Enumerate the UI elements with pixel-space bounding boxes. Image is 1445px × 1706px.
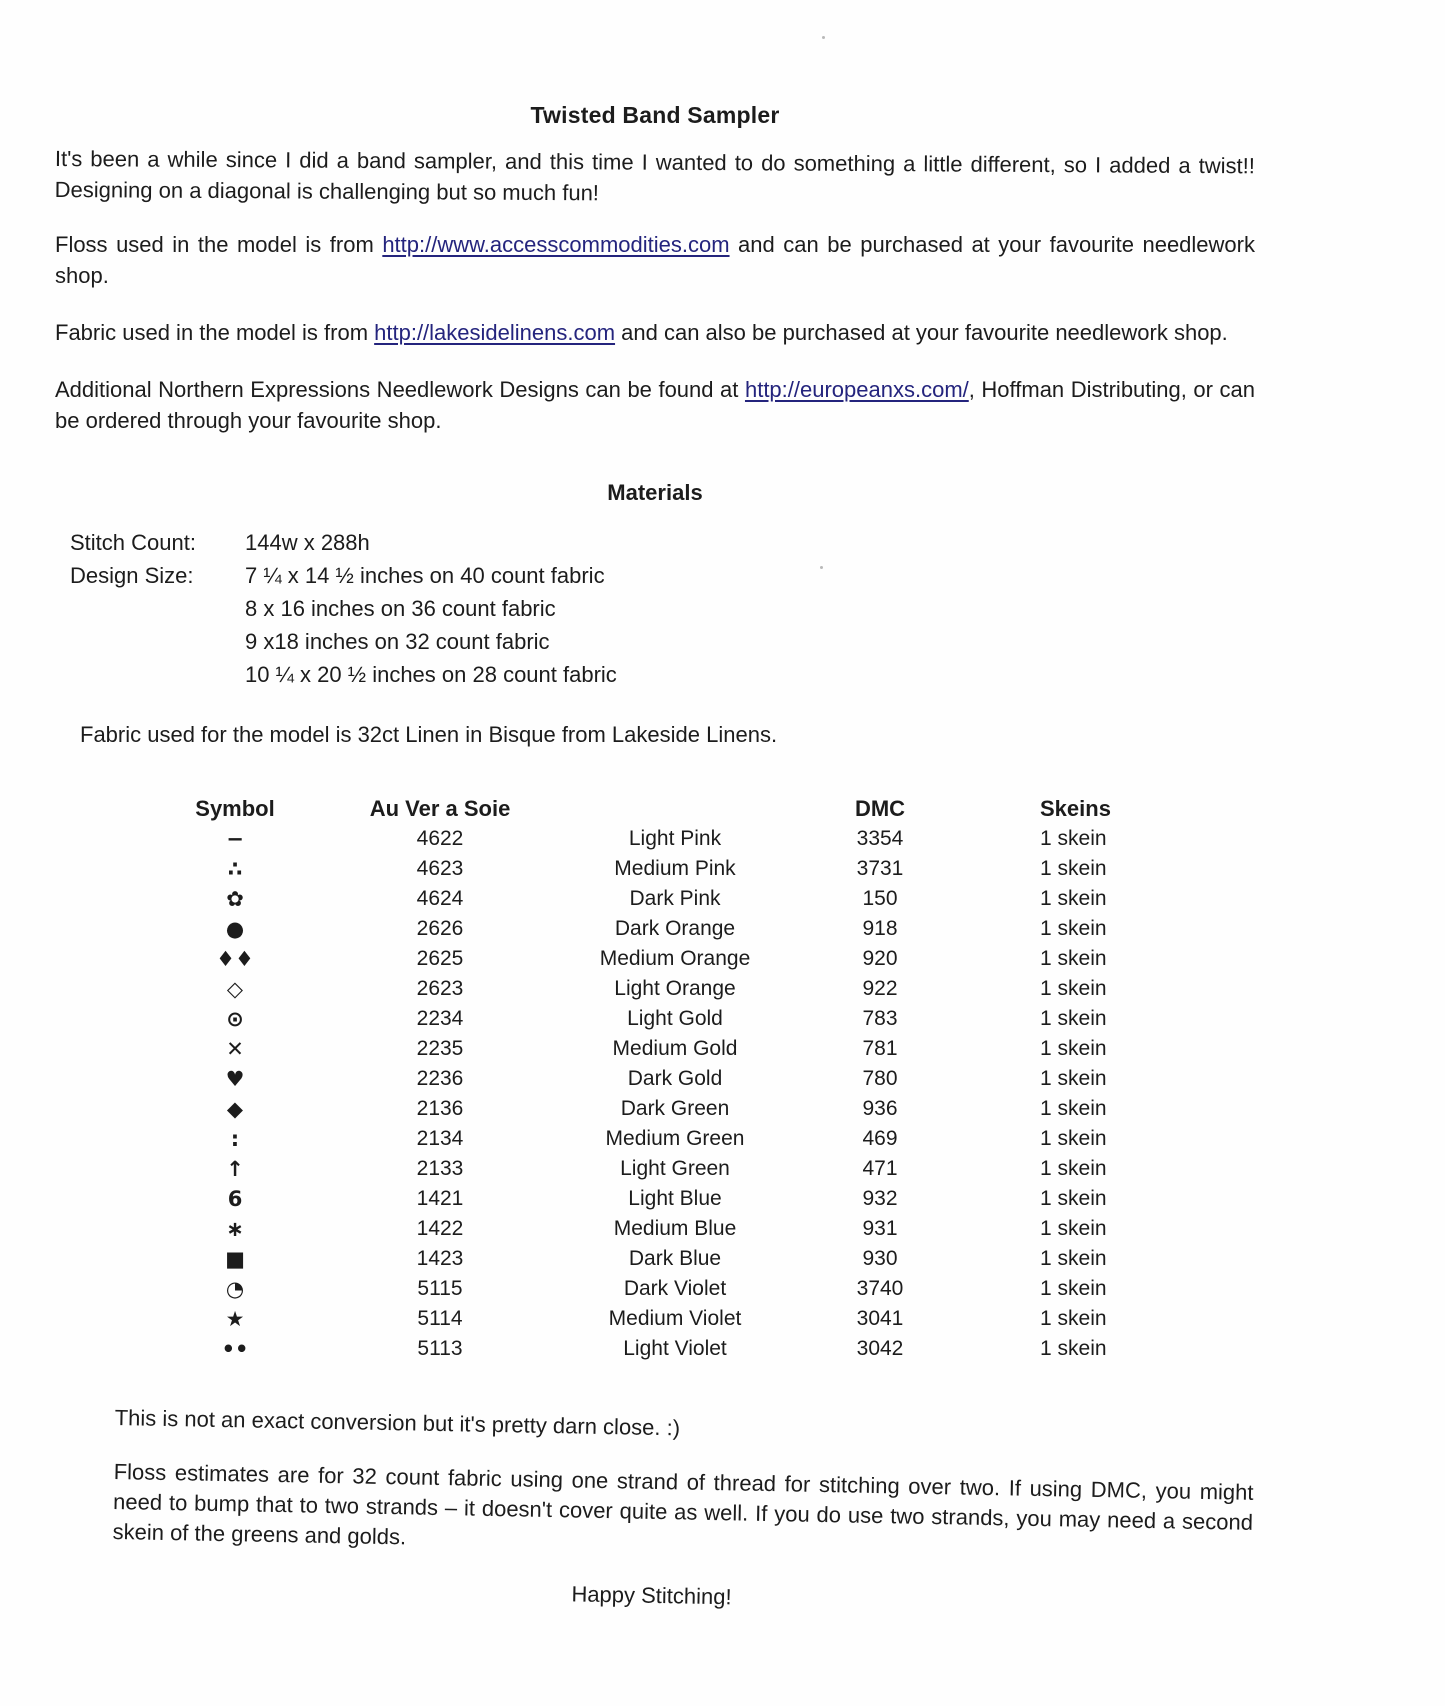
scan-artifact-dot xyxy=(822,36,825,39)
footer-notes xyxy=(111,1402,1254,1620)
floss-estimate-note: Floss estimates are for 32 count fabric using one strand of thread for stitching over two. If using DMC, you might need to bump that to two strands – it doesn't cover quite as well. If you do use two strands, you may need a second skein of the greens and golds. xyxy=(112,1458,1254,1550)
auver-number: 5113 xyxy=(417,1337,463,1360)
skeins-count: 1 skein xyxy=(1040,1127,1107,1150)
skeins-count: 1 skein xyxy=(1040,1277,1107,1300)
design-size-label: Design Size: xyxy=(70,563,194,588)
dmc-number: 783 xyxy=(862,1007,898,1030)
spacer-cell xyxy=(70,658,245,691)
filled-square-symbol: ■ xyxy=(225,1247,245,1271)
lakesidelinens-link[interactable]: http://lakesidelinens.com xyxy=(374,320,616,345)
color-name: Medium Orange xyxy=(599,947,751,970)
double-diamond-symbol: ♦♦ xyxy=(216,947,254,971)
color-name: Light Green xyxy=(620,1157,730,1180)
color-name: Dark Orange xyxy=(614,917,736,940)
dmc-number: 931 xyxy=(862,1217,898,1240)
dmc-number: 936 xyxy=(862,1097,898,1120)
auver-number: 1423 xyxy=(416,1247,464,1270)
circled-dot-symbol: ⊙ xyxy=(226,1007,244,1031)
additional-designs-paragraph xyxy=(55,374,1255,436)
auver-number: 4622 xyxy=(416,827,464,850)
auver-number: 4624 xyxy=(416,887,464,910)
skeins-count: 1 skein xyxy=(1040,1157,1107,1180)
color-name: Light Pink xyxy=(628,827,722,850)
color-name: Light Blue xyxy=(628,1187,722,1210)
europeanxs-link[interactable]: http://europeanxs.com/ xyxy=(744,377,969,402)
two-dots-horizontal-symbol: •• xyxy=(221,1337,249,1361)
dmc-number: 932 xyxy=(862,1187,898,1210)
auver-number: 2134 xyxy=(416,1127,464,1150)
heart-symbol: ♥ xyxy=(225,1067,245,1091)
dmc-number: 922 xyxy=(862,977,898,1000)
dmc-number: 471 xyxy=(862,1157,898,1180)
floss-source-paragraph xyxy=(55,229,1255,291)
skeins-count: 1 skein xyxy=(1040,857,1107,880)
skeins-count: 1 skein xyxy=(1040,887,1107,910)
open-diamond-symbol: ◇ xyxy=(226,977,244,1001)
auver-number: 2136 xyxy=(416,1097,464,1120)
fabric-note: Fabric used for the model is 32ct Linen in Bisque from Lakeside Linens. xyxy=(80,722,778,747)
quarter-circle-symbol: ◔ xyxy=(225,1277,245,1301)
spacer-cell xyxy=(70,625,245,658)
fabric-source-text-after: and can also be purchased at your favourite needlework shop. xyxy=(615,320,1228,345)
auver-number: 1422 xyxy=(416,1217,464,1240)
design-size-32ct: 9 x18 inches on 32 count fabric xyxy=(245,629,550,654)
filled-diamond-symbol: ◆ xyxy=(226,1097,244,1121)
color-name: Medium Pink xyxy=(614,857,736,880)
dmc-number: 3731 xyxy=(856,857,904,880)
color-name: Light Violet xyxy=(623,1337,727,1360)
auver-number: 5115 xyxy=(417,1277,463,1300)
dmc-number: 930 xyxy=(862,1247,898,1270)
color-name: Medium Violet xyxy=(608,1307,742,1330)
skeins-count: 1 skein xyxy=(1040,977,1107,1000)
skeins-count: 1 skein xyxy=(1040,1307,1107,1330)
color-name: Dark Blue xyxy=(628,1247,722,1270)
column-header-dmc: DMC xyxy=(854,796,906,821)
auver-number: 2623 xyxy=(416,977,464,1000)
auver-number: 2234 xyxy=(416,1007,464,1030)
skeins-count: 1 skein xyxy=(1040,1337,1107,1360)
color-name: Dark Green xyxy=(620,1097,730,1120)
skeins-count: 1 skein xyxy=(1040,947,1107,970)
dash-symbol: − xyxy=(226,827,244,851)
auver-number: 2133 xyxy=(416,1157,464,1180)
dmc-number: 920 xyxy=(862,947,898,970)
dmc-number: 3042 xyxy=(856,1337,904,1360)
skeins-count: 1 skein xyxy=(1040,1097,1107,1120)
up-arrow-symbol: ↑ xyxy=(226,1157,244,1181)
additional-designs-text-before: Additional Northern Expressions Needlework Designs can be found at xyxy=(55,377,745,402)
skeins-count: 1 skein xyxy=(1040,1247,1107,1270)
accesscommodities-link[interactable]: http://www.accesscommodities.com xyxy=(382,232,730,257)
filled-circle-symbol: ● xyxy=(225,917,245,941)
stitch-count-label: Stitch Count: xyxy=(70,530,196,555)
floss-source-text-before: Floss used in the model is from xyxy=(55,232,383,257)
color-name: Light Orange xyxy=(614,977,736,1000)
column-header-auver: Au Ver a Soie xyxy=(369,796,511,821)
color-name: Dark Pink xyxy=(629,887,721,910)
floss-source-text-after: and can be purchased at your favourite needlework shop. xyxy=(55,232,1255,288)
closing-message: Happy Stitching! xyxy=(571,1581,732,1610)
page-title: Twisted Band Sampler xyxy=(530,102,780,128)
three-dots-symbol: ∴ xyxy=(227,857,243,881)
materials-heading: Materials xyxy=(607,480,703,505)
flower-symbol: ✿ xyxy=(226,887,244,911)
auver-number: 4623 xyxy=(416,857,464,880)
design-size-40ct: 7 ¼ x 14 ½ inches on 40 count fabric xyxy=(245,563,605,588)
two-dots-vertical-symbol: : xyxy=(230,1127,240,1151)
auver-number: 5114 xyxy=(417,1307,463,1330)
column-header-symbol: Symbol xyxy=(195,796,275,821)
page-content xyxy=(54,102,1255,1610)
color-name: Dark Violet xyxy=(623,1277,727,1300)
conversion-note: This is not an exact conversion but it's pretty darn close. :) xyxy=(114,1404,681,1441)
auver-number: 2235 xyxy=(416,1037,464,1060)
x-cross-symbol: ✕ xyxy=(226,1037,244,1061)
column-header-color xyxy=(555,794,795,824)
fabric-source-paragraph xyxy=(55,317,1255,348)
skeins-count: 1 skein xyxy=(1040,1037,1107,1060)
stitch-count-value: 144w x 288h xyxy=(245,530,370,555)
skeins-count: 1 skein xyxy=(1040,1217,1107,1240)
additional-designs-text-after: , Hoffman Distributing, or can be ordered through your favourite shop. xyxy=(55,377,1255,433)
color-name: Dark Gold xyxy=(627,1067,723,1090)
skeins-count: 1 skein xyxy=(1040,917,1107,940)
asterisk-symbol: ∗ xyxy=(226,1217,244,1241)
skeins-count: 1 skein xyxy=(1040,827,1107,850)
six-symbol: 6 xyxy=(227,1187,243,1211)
color-name: Light Gold xyxy=(627,1007,723,1030)
floss-table xyxy=(145,794,1255,1364)
color-name: Medium Green xyxy=(605,1127,745,1150)
auver-number: 2625 xyxy=(416,947,464,970)
color-name: Medium Gold xyxy=(612,1037,738,1060)
dmc-number: 918 xyxy=(862,917,898,940)
design-size-28ct: 10 ¼ x 20 ½ inches on 28 count fabric xyxy=(245,662,617,687)
dmc-number: 3041 xyxy=(856,1307,904,1330)
auver-number: 1421 xyxy=(416,1187,464,1210)
color-name: Medium Blue xyxy=(613,1217,737,1240)
dmc-number: 469 xyxy=(862,1127,898,1150)
skeins-count: 1 skein xyxy=(1040,1067,1107,1090)
column-header-skeins: Skeins xyxy=(1040,796,1111,821)
dmc-number: 780 xyxy=(862,1067,898,1090)
spacer-cell xyxy=(70,592,245,625)
dmc-number: 781 xyxy=(862,1037,898,1060)
intro-paragraph: It's been a while since I did a band sampler, and this time I wanted to do something a little different, so I added a twist!! Designing on a diagonal is challenging but so much fun! xyxy=(54,145,1255,206)
design-size-36ct: 8 x 16 inches on 36 count fabric xyxy=(245,596,556,621)
scan-artifact-dot xyxy=(820,566,823,569)
star-symbol: ★ xyxy=(225,1307,245,1331)
materials-list xyxy=(70,526,1255,691)
dmc-number: 3740 xyxy=(856,1277,904,1300)
fabric-source-text-before: Fabric used in the model is from xyxy=(55,320,375,345)
auver-number: 2626 xyxy=(416,917,464,940)
dmc-number: 3354 xyxy=(856,827,904,850)
skeins-count: 1 skein xyxy=(1040,1007,1107,1030)
auver-number: 2236 xyxy=(416,1067,464,1090)
skeins-count: 1 skein xyxy=(1040,1187,1107,1210)
dmc-number: 150 xyxy=(862,887,898,910)
